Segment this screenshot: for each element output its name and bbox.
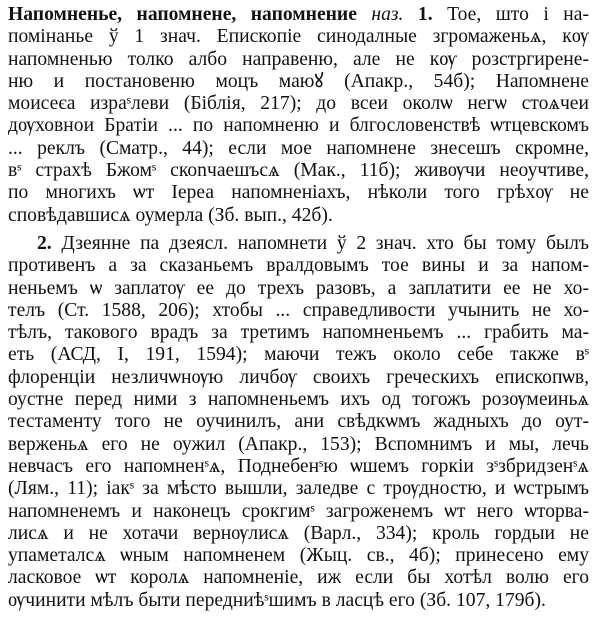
entry-line: ѹчинити мѣлъ быти передниѣˢшимъ в ласцѣ его (Зб. 107, 179б).	[8, 590, 546, 611]
entry-line: (Лям., 11); іакˢ за мѣсто вышли, заледве с трѹдностю, и ѡстрымъ	[8, 478, 589, 499]
entry-line: лисѧ и не хотачи вернѹлисѧ (Варл., 334); кроль гордыи не	[8, 523, 589, 544]
entry-line: телъ (Ст. 1588, 206); хтобы ... справедливости учынить не хо-	[8, 300, 589, 321]
sense-text: Дзеянне па дзеясл. напомнети ў 2 знач. хто бы тому былъ	[61, 233, 589, 254]
part-of-speech: наз.	[371, 4, 404, 25]
entry-line: еть (АСД, І, 191, 1594); маючи тежъ около себе также вˢ	[8, 344, 589, 365]
entry-line: ню и постановеню моцъ маюꙋ (Апакр., 54б); Напомнене	[8, 71, 589, 92]
entry-line: противенъ а за сказаньемъ вралдовымъ тое вины и за напом-	[8, 255, 589, 276]
entry-line: тѣлъ, таковогo врадъ за третимъ напомненьемъ ... грабить ма-	[8, 322, 589, 343]
entry-line: ласковое ѡт королѧ напомненіе, иж если бы хотѣл волю его	[8, 567, 589, 588]
entry-line: оустне перед ними з напомненьемъ ихъ од тогожъ розѹмеиньѧ	[8, 389, 589, 410]
entry-line: верженьѧ его не оужил (Апакр., 153); Вспомнимъ и мы, лечь	[8, 434, 589, 455]
entry-line: по многихъ ѡт Іереа напомненіахъ, нѣколи того грѣхѹ не	[8, 182, 589, 203]
sense-number: 2.	[37, 233, 52, 254]
entry-line: дѹховнои Братіи ... по напомненю и блгословенствѣ ѡтцевскомъ	[8, 115, 589, 136]
entry-line	[8, 4, 589, 26]
entry-line: неньемъ ѡ заплатѹ ее до трехъ разовъ, а заплатити ее не хо-	[8, 278, 589, 299]
sense-text: Тое, што і на-	[447, 4, 589, 25]
sense-number: 1.	[417, 4, 433, 25]
entry-line: ... реклъ (Сматр., 44); если мое напомнене знесешъ скромне,	[8, 138, 589, 159]
entry-line: упаметалсѧ ѡным напомненем (Жыц. св., 4б); принесено ему	[8, 545, 589, 566]
entry-line: напомненемъ и наконецъ срокгимˢ загроженемъ ѡт него ѡторва-	[8, 501, 589, 522]
entry-line	[37, 233, 589, 255]
entry-line: вˢ страхѣ Бжомˢ скоnчаешъсѧ (Мак., 11б); живѹчи неоучтиве,	[8, 160, 589, 181]
entry-line: сповѣдавшисѧ оумерла (Зб. вып., 42б).	[8, 205, 333, 226]
headword: Напомненье, напомнене, напомнение	[8, 4, 357, 25]
entry-line: помінанье ў 1 знач. Епископіе синодалные згромаженьѧ, кѹ	[8, 26, 589, 47]
entry-line: тестаменту того не оучинилъ, ани свѣдкѡмъ жадныхъ до оут-	[8, 411, 589, 432]
entry-line: флоренціи незличѡнѹю личбѹ своихъ греческихъ епископѡв,	[8, 367, 589, 388]
entry-line: моисеєа израˢлеви (Біблія, 217); до всеи околѡ негѡ стоѧчеи	[8, 93, 589, 114]
entry-line: напомненью толко албо направеню, але не кѹ розстргирене-	[8, 49, 589, 70]
entry-line: невчасъ его напомненˢѧ, Поднебенˢю ѡшемъ горкіи зˢзбридзенˢѧ	[8, 456, 589, 477]
